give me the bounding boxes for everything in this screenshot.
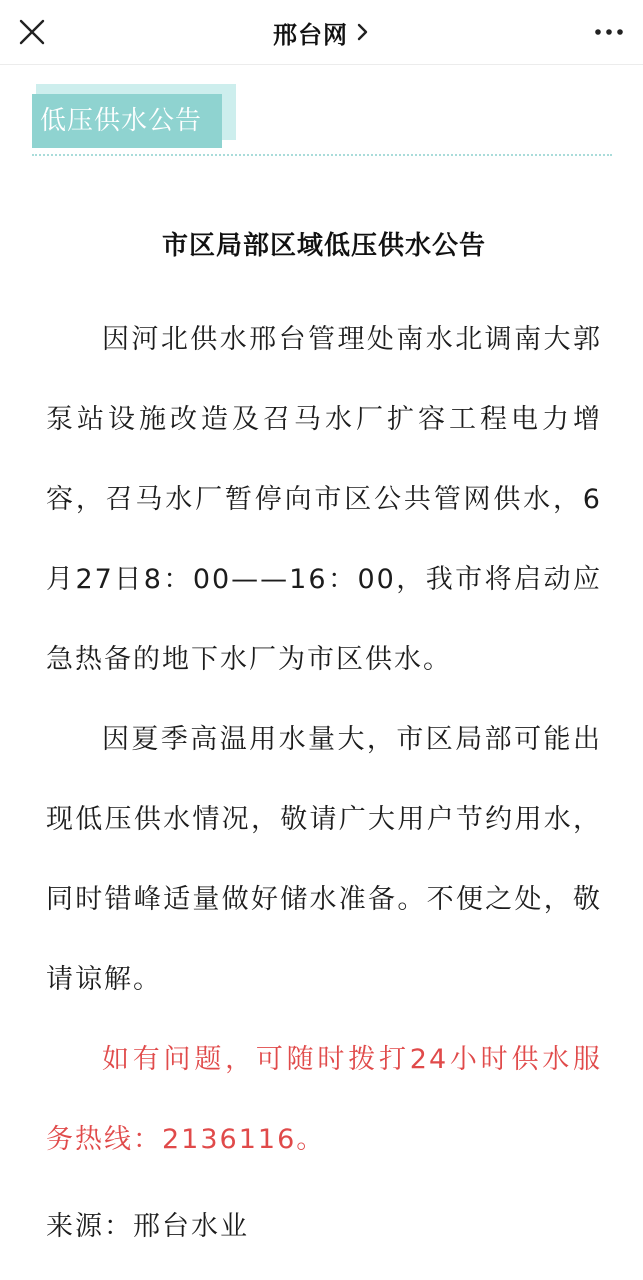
more-icon[interactable] bbox=[591, 16, 627, 48]
article-title: 市区局部区域低压供水公告 bbox=[161, 231, 486, 261]
dotted-divider bbox=[32, 154, 612, 156]
section-tag-label: 低压供水公告 bbox=[40, 106, 203, 136]
paragraph-supply-notice: 因河北供水邢台管理处南水北调南大郭泵站设施改造及召马水厂扩容工程电力增容，召马水厂暂停向市区公共管网供水，6月27日8：00——16：00，我市将启动应急热备的地下水厂为市区供水。 bbox=[46, 324, 602, 675]
article-source: 来源：邢台水业 bbox=[46, 1211, 249, 1242]
chevron-right-icon bbox=[356, 21, 370, 43]
account-title-link[interactable] bbox=[0, 0, 643, 64]
paragraph-hotline: 如有问题，可随时拨打24小时供水服务热线：2136116。 bbox=[46, 1044, 602, 1155]
nav-title: 邢台网 bbox=[273, 20, 348, 49]
top-navbar bbox=[0, 0, 643, 65]
paragraph-low-pressure: 因夏季高温用水量大，市区局部可能出现低压供水情况，敬请广大用户节约用水，同时错峰适量做好储水准备。不便之处，敬请谅解。 bbox=[46, 724, 602, 995]
section-tag bbox=[32, 84, 236, 148]
